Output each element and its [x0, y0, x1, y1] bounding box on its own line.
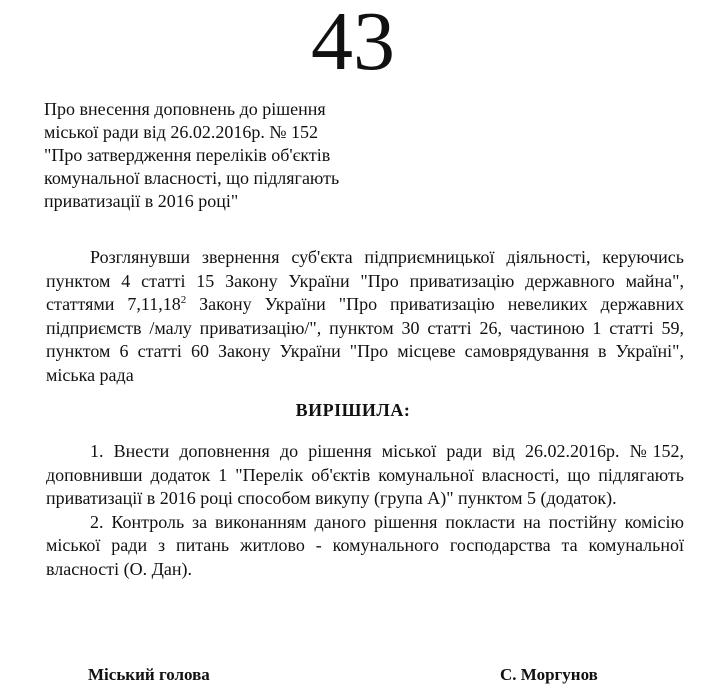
superscript: 2 [180, 294, 187, 307]
item-2-line: міської ради з питань житлово - комунального господарства та комунальної [46, 535, 684, 556]
preamble-line [46, 293, 684, 317]
subject-line: комунальної власності, що підлягають [44, 168, 340, 188]
document-number: 43 [311, 0, 395, 88]
preamble-line: пунктом 6 статті 60 Закону України "Про місцеве самоврядування в Україні", [46, 341, 684, 362]
item-1-line: доповнивши додаток 1 "Перелік об'єктів комунальної власності, що підлягають [46, 464, 684, 485]
preamble-line: пунктом 4 статті 15 Закону України "Про приватизацію державного майна", [46, 270, 684, 291]
preamble-text: статтями 7,11,18 [46, 294, 181, 315]
subject-line: "Про затвердження переліків об'єктів [44, 145, 331, 165]
preamble-line: підприємств /малу приватизацію/", пунктом 30 статті 26, частиною 1 статті 59, [46, 317, 684, 338]
decision-items [46, 440, 684, 582]
preamble-paragraph [46, 246, 684, 388]
signature-title: Міський голова [88, 665, 210, 684]
preamble-line: Розглянувши звернення суб'єкта підприємницької діяльності, керуючись [90, 247, 684, 267]
preamble-line: міська рада [46, 364, 134, 385]
signature-name: С. Моргунов [500, 665, 598, 684]
preamble-text: Закону України "Про приватизацію невеликих державних [186, 294, 685, 315]
subject-line: приватизації в 2016 році" [44, 191, 239, 211]
item-2-line: 2. Контроль за виконанням даного рішення покласти на постійну комісію [90, 511, 684, 532]
item-2-line: власності (О. Дан). [46, 558, 193, 579]
item-1-line: 1. Внести доповнення до рішення міської ради від 26.02.2016р. №152, [90, 441, 684, 461]
decided-heading: ВИРІШИЛА: [295, 400, 411, 420]
subject-line: Про внесення доповнень до рішення [44, 99, 326, 119]
subject-line: міської ради від 26.02.2016р. № 152 [44, 122, 319, 142]
item-1-line: приватизації в 2016 році способом викупу (група А)" пунктом 5 (додаток). [46, 488, 617, 509]
decision-subject [44, 98, 339, 213]
